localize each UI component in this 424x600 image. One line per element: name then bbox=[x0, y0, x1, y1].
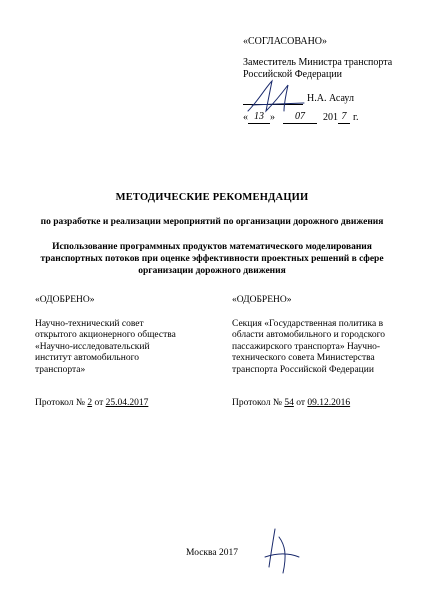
approval-heading: «СОГЛАСОВАНО» bbox=[243, 36, 328, 47]
document-title: МЕТОДИЧЕСКИЕ РЕКОМЕНДАЦИИ bbox=[115, 192, 309, 203]
approval-date-month: 07 bbox=[283, 111, 317, 124]
footer-city-year: Москва 2017 bbox=[186, 548, 238, 558]
right-protocol bbox=[232, 398, 350, 408]
approval-position-line2: Российской Федерации bbox=[243, 69, 343, 80]
right-protocol-from: от bbox=[296, 398, 305, 408]
right-approval-body: Секция «Государственная политика в области автомобильного и городского пассажирского транспорта» Научно-технического совета Министерства транспорта Российской Федерации bbox=[232, 318, 386, 375]
left-protocol bbox=[35, 398, 148, 408]
approval-signer: Н.А. Асаул bbox=[307, 93, 354, 104]
left-protocol-from: от bbox=[94, 398, 104, 408]
left-protocol-number: 2 bbox=[87, 398, 93, 408]
approval-date-day: 13 bbox=[248, 111, 270, 124]
title-block bbox=[30, 192, 394, 277]
approval-date-year-suffix: 7 bbox=[338, 111, 350, 124]
approval-date: « 13 » 07 201 7 г. bbox=[243, 111, 359, 123]
left-protocol-prefix: Протокол № bbox=[35, 398, 85, 408]
left-approval-block bbox=[35, 295, 185, 376]
right-protocol-date: 09.12.2016 bbox=[307, 398, 351, 408]
right-protocol-number: 54 bbox=[284, 398, 294, 408]
handwritten-signature bbox=[244, 77, 314, 117]
document-description: Использование программных продуктов математического моделирования транспортных потоков при оценке эффективности проектных решений в сфере организации дорожного движения bbox=[40, 242, 384, 276]
right-approval-label: «ОДОБРЕНО» bbox=[232, 295, 292, 305]
document-subtitle: по разработке и реализации мероприятий по организации дорожного движения bbox=[40, 217, 384, 227]
approval-date-year-prefix: 201 bbox=[323, 112, 338, 123]
approval-position-line1: Заместитель Министра транспорта bbox=[243, 57, 393, 68]
right-approval-block bbox=[232, 295, 397, 376]
left-approval-label: «ОДОБРЕНО» bbox=[35, 295, 95, 305]
left-protocol-date: 25.04.2017 bbox=[105, 398, 149, 408]
right-protocol-prefix: Протокол № bbox=[232, 398, 282, 408]
approval-date-suffix: г. bbox=[353, 112, 359, 123]
left-approval-body: Научно-технический совет открытого акционерного общества «Научно-исследовательский институт автомобильного транспорта» bbox=[35, 318, 176, 375]
